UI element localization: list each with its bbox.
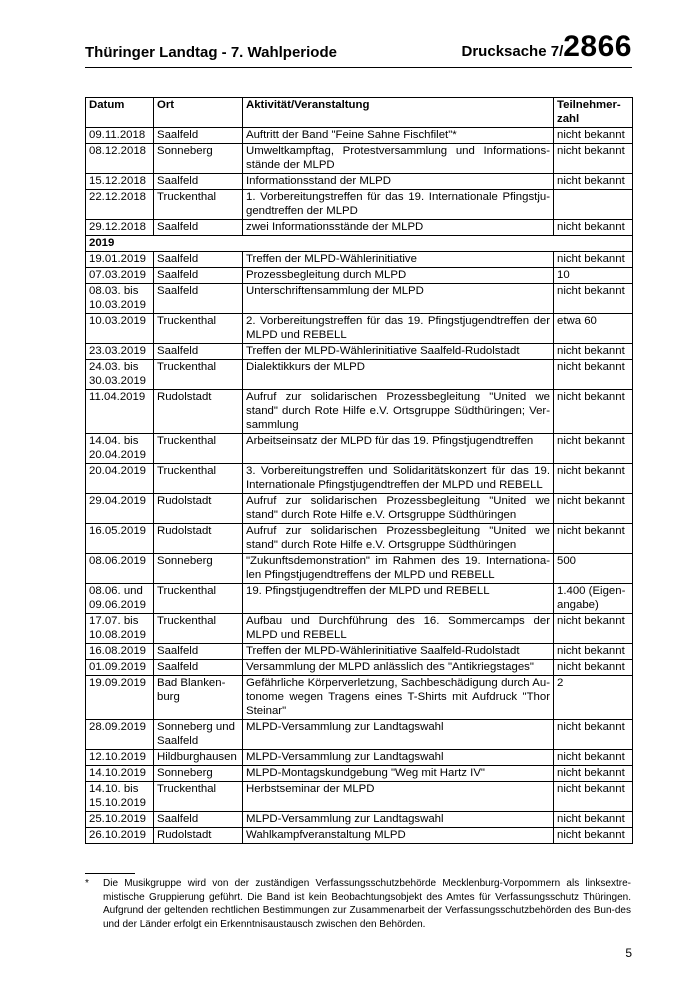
place-cell: Truckenthal [154, 782, 243, 812]
activity-cell: Aufruf zur solidarischen Prozessbegleitung "United we stand" durch Rote Hilfe e.V. Ortsgruppe Südthüringen [243, 524, 554, 554]
activity-cell: Gefährliche Körperverletzung, Sachbeschädigung durch Au-tonome wegen Tragens eines T-Shirts mit Aufdruck "Thor Steinar" [243, 676, 554, 720]
activity-cell: Aufruf zur solidarischen Prozessbegleitung "United we stand" durch Rote Hilfe e.V. Ortsgruppe Südthüringen [243, 494, 554, 524]
place-cell: Saalfeld [154, 660, 243, 676]
footnote-marker: * [85, 878, 89, 889]
activity-cell: Aufbau und Durchführung des 16. Sommercamps der MLPD und REBELL [243, 614, 554, 644]
date-cell: 08.06. und 09.06.2019 [86, 584, 154, 614]
activity-cell: 3. Vorbereitungstreffen und Solidaritätskonzert für das 19. Internationale Pfingstjugendtreffen der MLPD und REBELL [243, 464, 554, 494]
participants-cell: nicht bekannt [554, 128, 633, 144]
table-body [86, 128, 633, 844]
table-row [86, 434, 633, 464]
date-cell: 14.10. bis 15.10.2019 [86, 782, 154, 812]
participants-cell: nicht bekannt [554, 252, 633, 268]
date-cell: 14.04. bis 20.04.2019 [86, 434, 154, 464]
place-cell: Saalfeld [154, 284, 243, 314]
activity-cell: Umweltkampftag, Protestversammlung und Informations-stände der MLPD [243, 144, 554, 174]
date-cell: 28.09.2019 [86, 720, 154, 750]
footnote-divider [85, 873, 135, 874]
date-cell: 10.03.2019 [86, 314, 154, 344]
table-row [86, 174, 633, 190]
participants-cell [554, 190, 633, 220]
table-row [86, 268, 633, 284]
place-cell: Sonneberg [154, 766, 243, 782]
table-row [86, 144, 633, 174]
activity-cell: 2. Vorbereitungstreffen für das 19. Pfingstjugendtreffen der MLPD und REBELL [243, 314, 554, 344]
document-number [462, 30, 632, 64]
participants-cell: nicht bekannt [554, 390, 633, 434]
participants-cell: 1.400 (Eigen-angabe) [554, 584, 633, 614]
header-divider [85, 67, 632, 68]
events-table [85, 97, 633, 844]
table-row [86, 524, 633, 554]
footnote-text: Die Musikgruppe wird von der zuständigen Verfassungsschutzbehörde Mecklenburg-Vorpommern als linksextre-mistische Gruppierung geführt. Die Band ist kein Beobachtungsobjekt des Amtes für Verfassungsschutz Thüringen. Aufgrund der geltenden rechtlichen Bestimmungen zur Zusammenarbeit der Verfassungsschutzbehörden des Bun-des und der Länder erfolgt ein Erkenntnisaustausch zwischen den Behörden. [103, 878, 631, 930]
participants-cell: 2 [554, 676, 633, 720]
table-row [86, 494, 633, 524]
place-cell: Saalfeld [154, 268, 243, 284]
date-cell: 17.07. bis 10.08.2019 [86, 614, 154, 644]
place-cell: Saalfeld [154, 812, 243, 828]
table-row [86, 220, 633, 236]
place-cell: Truckenthal [154, 584, 243, 614]
place-cell: Saalfeld [154, 644, 243, 660]
year-row [86, 236, 633, 252]
participants-cell: nicht bekannt [554, 284, 633, 314]
date-cell: 12.10.2019 [86, 750, 154, 766]
activity-cell: Treffen der MLPD-Wählerinitiative [243, 252, 554, 268]
place-cell: Saalfeld [154, 174, 243, 190]
participants-cell: nicht bekannt [554, 494, 633, 524]
participants-cell: nicht bekannt [554, 828, 633, 844]
participants-cell: nicht bekannt [554, 750, 633, 766]
doc-number: 2866 [563, 30, 632, 63]
table-row [86, 252, 633, 268]
place-cell: Truckenthal [154, 614, 243, 644]
table-row [86, 720, 633, 750]
date-cell: 19.01.2019 [86, 252, 154, 268]
table-row [86, 766, 633, 782]
date-cell: 29.12.2018 [86, 220, 154, 236]
table-row [86, 390, 633, 434]
activity-cell: Dialektikkurs der MLPD [243, 360, 554, 390]
place-cell: Sonneberg [154, 144, 243, 174]
activity-cell: Aufruf zur solidarischen Prozessbegleitung "United we stand" durch Rote Hilfe e.V. Ortsgruppe Südthüringen; Ver-sammlung [243, 390, 554, 434]
participants-cell: nicht bekannt [554, 766, 633, 782]
date-cell: 01.09.2019 [86, 660, 154, 676]
place-cell: Hildburghausen [154, 750, 243, 766]
place-cell: Saalfeld [154, 128, 243, 144]
table-row [86, 676, 633, 720]
table-row [86, 584, 633, 614]
date-cell: 07.03.2019 [86, 268, 154, 284]
date-cell: 16.05.2019 [86, 524, 154, 554]
date-cell: 19.09.2019 [86, 676, 154, 720]
date-cell: 11.04.2019 [86, 390, 154, 434]
table-row [86, 190, 633, 220]
place-cell: Truckenthal [154, 360, 243, 390]
date-cell: 15.12.2018 [86, 174, 154, 190]
date-cell: 08.03. bis 10.03.2019 [86, 284, 154, 314]
table-row [86, 284, 633, 314]
participants-cell: nicht bekannt [554, 614, 633, 644]
activity-cell: "Zukunftsdemonstration" im Rahmen des 19. Internationa-len Pfingstjugendtreffens der MLPD und REBELL [243, 554, 554, 584]
participants-cell: nicht bekannt [554, 360, 633, 390]
doc-label: Drucksache 7/ [461, 43, 564, 60]
date-cell: 22.12.2018 [86, 190, 154, 220]
place-cell: Saalfeld [154, 220, 243, 236]
year-label: 2019 [86, 236, 633, 252]
place-cell: Truckenthal [154, 190, 243, 220]
place-cell: Saalfeld [154, 344, 243, 360]
place-cell: Saalfeld [154, 252, 243, 268]
date-cell: 08.12.2018 [86, 144, 154, 174]
table-row [86, 344, 633, 360]
activity-cell: MLPD-Montagskundgebung "Weg mit Hartz IV" [243, 766, 554, 782]
table-row [86, 614, 633, 644]
participants-cell: nicht bekannt [554, 464, 633, 494]
column-header-activity: Aktivität/Veranstaltung [243, 98, 554, 128]
column-header-place: Ort [154, 98, 243, 128]
table-row [86, 828, 633, 844]
place-cell: Sonneberg und Saalfeld [154, 720, 243, 750]
place-cell: Truckenthal [154, 314, 243, 344]
document-header-title: Thüringer Landtag - 7. Wahlperiode [85, 44, 337, 61]
participants-cell: nicht bekannt [554, 720, 633, 750]
date-cell: 23.03.2019 [86, 344, 154, 360]
activity-cell: MLPD-Versammlung zur Landtagswahl [243, 812, 554, 828]
participants-cell: nicht bekannt [554, 434, 633, 464]
activity-cell: Herbstseminar der MLPD [243, 782, 554, 812]
table-row [86, 750, 633, 766]
activity-cell: Unterschriftensammlung der MLPD [243, 284, 554, 314]
participants-cell: nicht bekannt [554, 344, 633, 360]
table-row [86, 554, 633, 584]
date-cell: 08.06.2019 [86, 554, 154, 584]
participants-cell: etwa 60 [554, 314, 633, 344]
activity-cell: Treffen der MLPD-Wählerinitiative Saalfeld-Rudolstadt [243, 644, 554, 660]
participants-cell: nicht bekannt [554, 644, 633, 660]
date-cell: 29.04.2019 [86, 494, 154, 524]
column-header-date: Datum [86, 98, 154, 128]
date-cell: 09.11.2018 [86, 128, 154, 144]
table-row [86, 360, 633, 390]
participants-cell: nicht bekannt [554, 174, 633, 190]
participants-cell: 10 [554, 268, 633, 284]
activity-cell: Auftritt der Band "Feine Sahne Fischfilet"* [243, 128, 554, 144]
participants-cell: nicht bekannt [554, 144, 633, 174]
table-header-row [86, 98, 633, 128]
participants-cell: 500 [554, 554, 633, 584]
participants-cell: nicht bekannt [554, 782, 633, 812]
column-header-participants: Teilnehmer-zahl [554, 98, 633, 128]
activity-cell: Arbeitseinsatz der MLPD für das 19. Pfingstjugendtreffen [243, 434, 554, 464]
date-cell: 16.08.2019 [86, 644, 154, 660]
place-cell: Rudolstadt [154, 524, 243, 554]
table-row [86, 464, 633, 494]
activity-cell: Prozessbegleitung durch MLPD [243, 268, 554, 284]
table-row [86, 812, 633, 828]
place-cell: Rudolstadt [154, 390, 243, 434]
place-cell: Sonneberg [154, 554, 243, 584]
page-number: 5 [625, 946, 632, 960]
activity-cell: Informationsstand der MLPD [243, 174, 554, 190]
date-cell: 14.10.2019 [86, 766, 154, 782]
place-cell: Rudolstadt [154, 494, 243, 524]
place-cell: Truckenthal [154, 434, 243, 464]
date-cell: 25.10.2019 [86, 812, 154, 828]
activity-cell: Versammlung der MLPD anlässlich des "Antikriegstages" [243, 660, 554, 676]
date-cell: 24.03. bis 30.03.2019 [86, 360, 154, 390]
activity-cell: 1. Vorbereitungstreffen für das 19. Internationale Pfingstju-gendtreffen der MLPD [243, 190, 554, 220]
table-row [86, 782, 633, 812]
table-row [86, 128, 633, 144]
participants-cell: nicht bekannt [554, 524, 633, 554]
activity-cell: MLPD-Versammlung zur Landtagswahl [243, 720, 554, 750]
activity-cell: zwei Informationsstände der MLPD [243, 220, 554, 236]
activity-cell: Treffen der MLPD-Wählerinitiative Saalfeld-Rudolstadt [243, 344, 554, 360]
activity-cell: Wahlkampfveranstaltung MLPD [243, 828, 554, 844]
place-cell: Truckenthal [154, 464, 243, 494]
table-row [86, 314, 633, 344]
activity-cell: 19. Pfingstjugendtreffen der MLPD und REBELL [243, 584, 554, 614]
table-row [86, 660, 633, 676]
place-cell: Bad Blanken-burg [154, 676, 243, 720]
participants-cell: nicht bekannt [554, 660, 633, 676]
table-row [86, 644, 633, 660]
place-cell: Rudolstadt [154, 828, 243, 844]
participants-cell: nicht bekannt [554, 220, 633, 236]
date-cell: 26.10.2019 [86, 828, 154, 844]
participants-cell: nicht bekannt [554, 812, 633, 828]
date-cell: 20.04.2019 [86, 464, 154, 494]
activity-cell: MLPD-Versammlung zur Landtagswahl [243, 750, 554, 766]
